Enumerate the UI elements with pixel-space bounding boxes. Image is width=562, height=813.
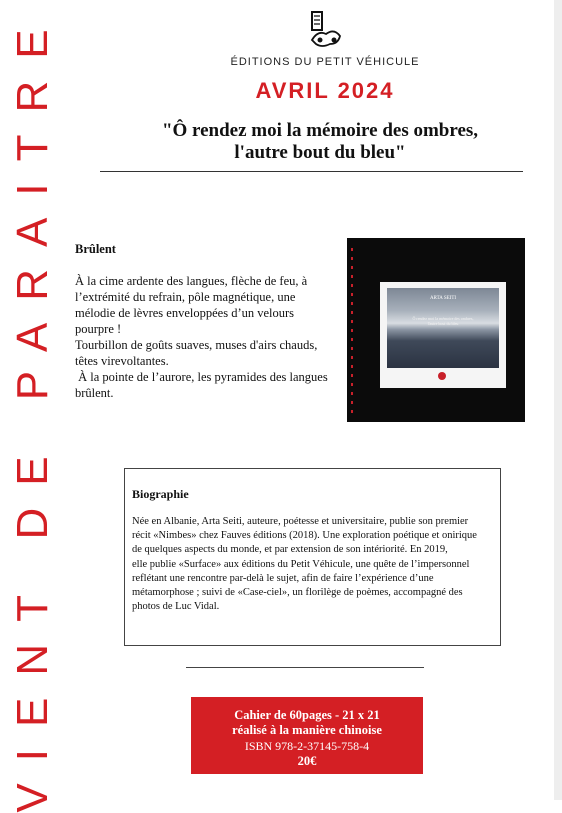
publisher-name: ÉDITIONS DU PETIT VÉHICULE [230,56,420,68]
isbn: ISBN 978-2-37145-758-4 [244,739,370,753]
poem-line: brûlent. [75,386,114,400]
biography-line: photos de Luc Vidal. [132,601,220,613]
cover-author: ARTA SEITI [429,296,457,301]
biography-line: récit «Nimbes» chez Fauves éditions (2018). Une exploration poétique et onirique [132,530,477,542]
cover-logo-icon [438,372,446,380]
cover-subtitle-line: l'autre bout du bleu [427,321,459,326]
page-edge [554,0,562,800]
release-date: AVRIL 2024 [255,78,395,103]
biography-title: Biographie [132,487,189,501]
poem-line: mélodie de lèvres enveloppées d’un velours [75,306,295,320]
book-title-line: "Ô rendez moi la mémoire des ombres, [161,120,479,141]
biography-line: métamorphose ; suivi de «Case-ciel», un florilège de poèmes, accompagné des [132,587,463,599]
poem-title: Brûlent [75,242,116,256]
price-box [191,697,423,774]
biography-line: Née en Albanie, Arta Seiti, auteure, poétesse et universitaire, publie son premier [132,516,469,527]
cover-subtitle [387,316,499,326]
book-cover-image [347,238,525,422]
vertical-banner: VIENT DE PARAITRE [8,7,57,813]
poem-line: À la cime ardente des langues, flèche de feu, à [75,274,308,288]
poem-line: Tourbillon de goûts suaves, muses d'airs chauds, [75,338,318,352]
poem-line: À la pointe de l’aurore, les pyramides des langues [75,370,328,384]
cover-stitching [351,248,353,418]
poem-line: têtes virevoltantes. [75,354,169,368]
binding-info: réalisé à la manière chinoise [232,723,382,737]
divider [186,667,424,668]
book-title-line: l'autre bout du bleu" [234,142,406,163]
publisher-logo-icon [308,10,344,50]
book-title [140,120,500,164]
poem-text [75,273,345,401]
price: 20€ [297,754,317,768]
biography-text [132,515,497,614]
poem-line: pourpre ! [75,322,122,336]
poem-line: l’extrémité du refrain, pôle magnétique, une [75,290,296,304]
cover-frame [380,282,506,388]
divider [100,171,523,172]
biography-line: elle publie «Surface» aux éditions du Petit Véhicule, une quête de l’impersonnel [132,558,470,570]
cover-subtitle-line: Ô rendez moi la mémoire des ombres, [412,316,474,321]
biography-line: de quelques aspects du monde, et par extension de son intériorité. En 2019, [132,544,448,556]
biography-line: reflétant une rencontre par-delà le sujet, afin de faire l’expérience d’une [132,572,434,584]
cover-photo [387,288,499,368]
biography-box [124,468,501,646]
format-info: Cahier de 60pages - 21 x 21 [234,708,380,722]
